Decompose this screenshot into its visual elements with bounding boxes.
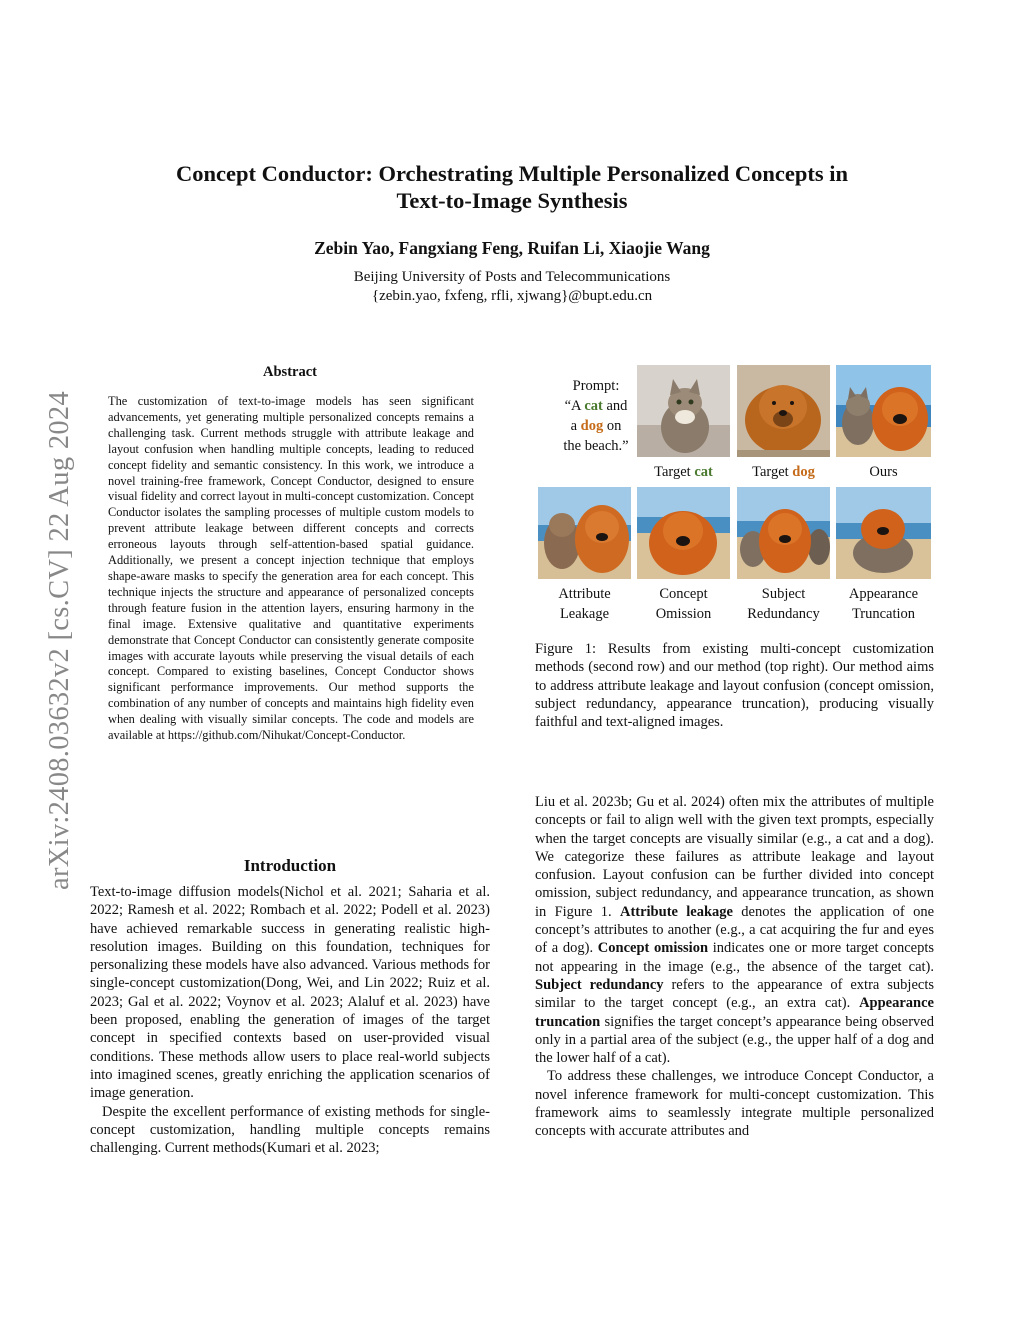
target-dog-label: Target dog <box>752 464 815 480</box>
right-paragraph-2: To address these challenges, we introduce Concept Conductor, a novel inference framework for multi-concept customization. This framework aims to seamlessly integrate multiple personalized concepts with accurate attributes and <box>535 1068 934 1140</box>
affiliation: Beijing University of Posts and Telecommunications <box>353 269 671 285</box>
title-line-2: Text-to-Image Synthesis <box>396 188 628 213</box>
prompt-line-3: the beach.” <box>563 438 629 454</box>
target-dog-image <box>737 365 830 457</box>
arxiv-stamp: arXiv:2408.03632v2 [cs.CV] 22 Aug 2024 <box>44 390 75 890</box>
emails: {zebin.yao, fxfeng, rfli, xjwang}@bupt.edu.cn <box>371 288 653 304</box>
figure-caption: Figure 1: Results from existing multi-concept customization methods (second row) and our method (top right). Our method aims to address attribute leakage and layout confusion (concept omission, subject redundancy, appearance truncation), producing visually faithful and text-aligned images. <box>535 641 934 731</box>
ours-image <box>836 365 931 457</box>
introduction-body <box>90 883 490 1157</box>
appearance-truncation-image <box>836 487 931 579</box>
prompt-cat-word: cat <box>584 398 603 414</box>
subject-redundancy-image <box>737 487 830 579</box>
intro-paragraph-1: Text-to-image diffusion models(Nichol et al. 2021; Saharia et al. 2022; Ramesh et al. 2022; Rombach et al. 2022; Podell et al. 2023) have achieved remarkable success in generating realistic high-resolution images. Building on this foundation, techniques for personalizing these models have also advanced. Various methods for single-concept customization(Dong, Wei, and Lin 2022; Ruiz et al. 2023; Gal et al. 2022; Voynov et al. 2023; Alaluf et al. 2023) have been proposed, enabling the generation of images of the target concept in specified contexts based on user-provided visual conditions. These methods allow users to place real-world subjects into imagined scenes, greatly enriching the application scenarios of image generation. <box>90 884 490 1102</box>
abstract-text: The customization of text-to-image models has seen significant advancements, yet generating multiple personalized concepts remains a challenging task. Current methods struggle with attribute leakage and layout confusion when handling multiple concepts, leading to reduced concept fidelity and semantic consistency. In this work, we introduce a novel training-free framework, Concept Conductor, designed to ensure visual fidelity and correct layout in multi-concept customization. Concept Conductor isolates the sampling processes of multiple custom models to prevent attribute leakage between different concepts and corrects erroneous layouts through self-attention-based spatial guidance. Additionally, we present a concept injection technique that employs shape-aware masks to specify the generation area for each concept. This technique injects the structure and appearance of personalized concepts through feature fusion in the attention layers, ensuring harmony in the final image. Extensive qualitative and quantitative experiments demonstrate that Concept Conductor can consistently generate composite images with accurate layouts while preserving the visual details of each concept. Compared to existing baselines, Concept Conductor shows significant performance improvements. Our method supports the combination of any number of concepts and maintains high fidelity even when dealing with visually similar concepts. The code and models are available at https://github.com/Nihukat/Concept-Conductor. <box>108 394 474 743</box>
prompt-line-2: a dog on <box>570 418 622 434</box>
introduction-heading: Introduction <box>243 856 337 875</box>
right-column-body <box>535 793 934 1141</box>
prompt-dog-word: dog <box>580 418 604 434</box>
figure-prompt <box>540 376 652 456</box>
concept-omission-image <box>637 487 730 579</box>
affiliation-block <box>0 268 1024 306</box>
label-subject-redundancy: Subject Redundancy <box>747 586 820 622</box>
target-cat-label: Target cat <box>654 464 713 480</box>
ours-label: Ours <box>869 464 898 480</box>
target-cat-image <box>637 365 730 457</box>
abstract-heading: Abstract <box>263 364 317 380</box>
term-attribute-leakage: Attribute leakage <box>619 903 733 920</box>
prompt-line-1: “A cat and <box>564 398 628 414</box>
authors: Zebin Yao, Fangxiang Feng, Ruifan Li, Xiaojie Wang <box>314 238 710 258</box>
title-line-1: Concept Conductor: Orchestrating Multiple Personalized Concepts in <box>175 161 849 186</box>
label-concept-omission: Concept Omission <box>655 586 712 622</box>
label-attribute-leakage: Attribute Leakage <box>558 586 611 622</box>
right-paragraph-1: Liu et al. 2023b; Gu et al. 2024) often mix the attributes of multiple concepts or fail to align well with the given text prompts, especially when the target concepts are visually similar (e.g., a cat and a dog). We categorize these failures as attribute leakage and layout confusion. Layout confusion can be further divided into concept omission, subject redundancy, and appearance truncation, as shown in Figure 1. Attribute leakage denotes the application of one concept’s attributes to another (e.g., a cat acquiring the fur and eyes of a dog). Concept omission indicates one or more target concepts not appearing in the image (e.g., the absence of the target cat). Subject redundancy refers to the appearance of extra subjects similar to the target concept (e.g., an extra cat). Appearance truncation signifies the target concept’s appearance being observed only in a partial area of the subject (e.g., the upper half of a dog and the lower half of a cat). <box>535 794 934 1067</box>
term-concept-omission: Concept omission <box>597 940 709 957</box>
prompt-label: Prompt: <box>572 378 620 394</box>
paper-title <box>0 160 1024 214</box>
intro-paragraph-2: Despite the excellent performance of existing methods for single-concept customization, handling multiple concepts remains challenging. Current methods(Kumari et al. 2023; <box>90 1103 490 1157</box>
attribute-leakage-image <box>538 487 631 579</box>
term-subject-redundancy: Subject redundancy <box>535 976 664 993</box>
term-appearance-truncation: Appearance truncation <box>535 995 934 1030</box>
label-appearance-truncation: Appearance Truncation <box>848 586 919 622</box>
